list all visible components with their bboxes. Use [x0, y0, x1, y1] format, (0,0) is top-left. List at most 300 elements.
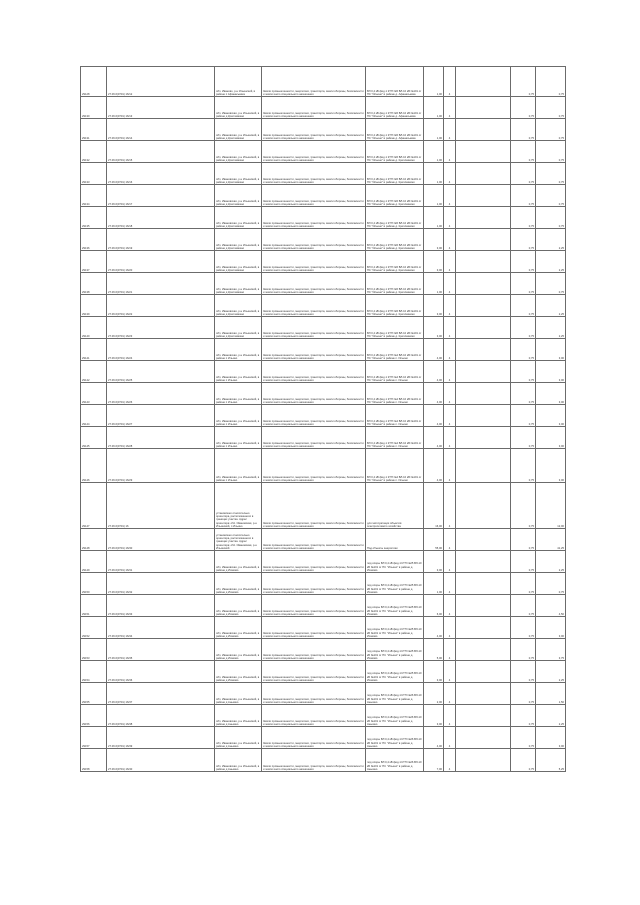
cell-id: 29143 [81, 383, 107, 405]
cell-amount: 1,50 [536, 683, 566, 705]
cell-rate: 0,75 [511, 339, 536, 361]
cell-blank [456, 67, 511, 97]
cell-class: 4 [444, 483, 456, 529]
cell-amount: 2,25 [536, 229, 566, 251]
table-row [81, 273, 566, 295]
table-row [81, 595, 566, 617]
cell-amount: 3,00 [536, 339, 566, 361]
cell-area: 5,00 [424, 639, 444, 661]
cell-land-category: Земли промышленности, энергетики, транспорта, земли обороны, безопасности и земли иного специального назначения [262, 749, 366, 772]
cell-address: обл. Ивановская, р-н Ильинский, в районе д Исаково [215, 617, 262, 639]
cell-purpose: под опоры ВЛ 0,4 кВ фид.1 КТП №25 ВЛ-10 кВ №101 от ПС "Ильино" в районе д. Исаково [366, 661, 424, 683]
cell-blank [456, 705, 511, 727]
cell-id: 29152 [81, 617, 107, 639]
cell-blank [456, 229, 511, 251]
cell-blank [456, 273, 511, 295]
cell-amount: 2,25 [536, 317, 566, 339]
cell-area: 4,00 [424, 427, 444, 449]
cell-id: 29144 [81, 405, 107, 427]
cell-purpose: под опоры ВЛ 0,4 кВ фид.1 КТП №26 ВЛ-10 кВ №101 от ПС "Ильино" в районе д. Анькино [366, 749, 424, 772]
cell-rate: 0,75 [511, 427, 536, 449]
cell-rate: 0,75 [511, 273, 536, 295]
table-row [81, 483, 566, 529]
table-row [81, 551, 566, 573]
cell-purpose: ВЛ 0,4 кВ фид.1 КТП №5 ВЛ-10 кВ №101 от ПС "Ильино" в районе д. Креплевкино [366, 207, 424, 229]
cell-purpose: ВЛ 0,4 кВ фид.1 КТП №4 ВЛ-10 кВ №101 от ПС "Ильино" в районе п. Ильино [366, 449, 424, 483]
cell-purpose: ВЛ 0,4 кВ фид.1 КТП №5 ВЛ-10 кВ №101 от ПС "Ильино" в районе д. Афанасьевка [366, 67, 424, 97]
cell-blank [456, 727, 511, 749]
cell-rate: 0,75 [511, 483, 536, 529]
cell-purpose: ВЛ 0,4 кВ фид.1 КТП №4 ВЛ-10 кВ №101 от ПС "Ильино" в районе п. Ильино [366, 339, 424, 361]
cell-land-category: Земли промышленности, энергетики, транспорта, земли обороны, безопасности и земли иного специального назначения [262, 683, 366, 705]
cell-purpose: под опоры ВЛ 0,4 кВ фид.1 КТП №25 ВЛ-10 кВ №101 от ПС "Ильино" в районе д. Исаково [366, 551, 424, 573]
cell-area: 4,00 [424, 617, 444, 639]
cell-amount: 12,00 [536, 483, 566, 529]
cell-id: 29137 [81, 251, 107, 273]
cell-blank [456, 617, 511, 639]
cell-class: 4 [444, 529, 456, 551]
cell-rate: 0,75 [511, 163, 536, 185]
cell-class: 4 [444, 317, 456, 339]
cell-id: 29145 [81, 427, 107, 449]
cell-blank [456, 141, 511, 163]
table-row [81, 229, 566, 251]
cell-purpose: ВЛ 0,4 кВ фид.1 КТП №5 ВЛ-10 кВ №101 от ПС "Ильино" в районе д. Креплевкино [366, 317, 424, 339]
cell-cadastral-number: 27.06.6(0701) 16/31 [107, 551, 215, 573]
cell-area: 1,00 [424, 97, 444, 119]
cell-id: 29153 [81, 639, 107, 661]
cell-amount: 5,25 [536, 749, 566, 772]
cell-class: 4 [444, 273, 456, 295]
cell-blank [456, 185, 511, 207]
cell-cadastral-number: 27.06.6(0701) 16/25 [107, 361, 215, 383]
cell-id: 29141 [81, 339, 107, 361]
cell-id: 29135 [81, 207, 107, 229]
cell-area: 7,00 [424, 749, 444, 772]
cell-amount: 0,75 [536, 141, 566, 163]
cell-rate: 0,75 [511, 361, 536, 383]
cell-class: 4 [444, 639, 456, 661]
cell-id: 29132 [81, 141, 107, 163]
cell-area: 3,00 [424, 317, 444, 339]
cell-rate: 0,75 [511, 405, 536, 427]
cell-id: 29155 [81, 683, 107, 705]
cell-rate: 0,75 [511, 141, 536, 163]
cell-cadastral-number: 27.06.6(0701) 16/16 [107, 163, 215, 185]
table-row [81, 97, 566, 119]
cell-area: 3,00 [424, 295, 444, 317]
cell-address: обл. Ивановская, р-н Ильинский, в районе д Креплевкино [215, 207, 262, 229]
table-row [81, 163, 566, 185]
cell-address: обл. Ивановская, р-н Ильинский, в районе д Анькино [215, 727, 262, 749]
cell-id: 29133 [81, 163, 107, 185]
cell-class: 4 [444, 405, 456, 427]
cell-area: 1,00 [424, 185, 444, 207]
cell-class: 4 [444, 705, 456, 727]
cell-class: 4 [444, 339, 456, 361]
cell-purpose: ВЛ 0,4 кВ фид.1 КТП №4 ВЛ-10 кВ №101 от ПС "Ильино" в районе п. Ильино [366, 405, 424, 427]
cell-address: обл. Ивановская, р-н Ильинский, в районе д Креплевкино [215, 229, 262, 251]
cell-address: обл. Ивановская, р-н Ильинский, в районе п Ильино [215, 383, 262, 405]
cell-area: 3,00 [424, 705, 444, 727]
cell-rate: 0,75 [511, 295, 536, 317]
cell-address: обл. Ивановская, р-н Ильинский, в районе д Креплевкино [215, 141, 262, 163]
cell-cadastral-number: 27.06.6(0701) 16/22 [107, 295, 215, 317]
table-row [81, 639, 566, 661]
cell-rate: 0,75 [511, 207, 536, 229]
cell-land-category: Земли промышленности, энергетики, транспорта, земли обороны, безопасности и земли иного специального назначения [262, 573, 366, 595]
cell-class: 4 [444, 551, 456, 573]
cell-id: 29140 [81, 317, 107, 339]
cell-class: 4 [444, 595, 456, 617]
cell-purpose: под опоры ВЛ 0,4 кВ фид.1 КТП №26 ВЛ-10 кВ №101 от ПС "Ильино" в районе д. Анькино [366, 705, 424, 727]
cell-area: 6,00 [424, 595, 444, 617]
cell-blank [456, 449, 511, 483]
cell-area: 4,00 [424, 383, 444, 405]
cell-purpose: под опоры ВЛ 0,4 кВ фид.1 КТП №25 ВЛ-10 кВ №101 от ПС "Ильино" в районе д. Исаково [366, 639, 424, 661]
cell-rate: 0,75 [511, 573, 536, 595]
cell-land-category: Земли промышленности, энергетики, транспорта, земли обороны, безопасности и земли иного специального назначения [262, 97, 366, 119]
cell-land-category: Земли промышленности, энергетики, транспорта, земли обороны, безопасности и земли иного специального назначения [262, 661, 366, 683]
cell-class: 4 [444, 727, 456, 749]
cell-area: 16,00 [424, 483, 444, 529]
cell-area: 55,00 [424, 529, 444, 551]
cell-blank [456, 595, 511, 617]
cell-land-category: Земли промышленности, энергетики, транспорта, земли обороны, безопасности и земли иного специального назначения [262, 339, 366, 361]
cell-cadastral-number: 27.06.6(0701) 16/17 [107, 185, 215, 207]
cell-id: 29128 [81, 67, 107, 97]
cell-id: 29150 [81, 573, 107, 595]
cell-cadastral-number: 27.06.6(0701) 16/18 [107, 207, 215, 229]
cell-cadastral-number: 27.06.6(0701) 16/15 [107, 141, 215, 163]
cell-rate: 0,75 [511, 617, 536, 639]
cell-blank [456, 551, 511, 573]
cell-id: 29136 [81, 229, 107, 251]
table-row [81, 67, 566, 97]
cell-id: 29138 [81, 273, 107, 295]
cell-cadastral-number: 27.06.6(0701) 16/40 [107, 749, 215, 772]
cell-rate: 0,75 [511, 67, 536, 97]
cell-land-category: Земли промышленности, энергетики, транспорта, земли обороны, безопасности и земли иного специального назначения [262, 639, 366, 661]
cell-land-category: Земли промышленности, энергетики, транспорта, земли обороны, безопасности и земли иного специального назначения [262, 449, 366, 483]
cell-address: обл. Ивановская, р-н Ильинский, в районе д Исаково [215, 639, 262, 661]
cell-cadastral-number: 27.06.6(0701) 16/36 [107, 661, 215, 683]
cell-class: 4 [444, 383, 456, 405]
cell-land-category: Земли промышленности, энергетики, транспорта, земли обороны, безопасности и земли иного специального назначения [262, 595, 366, 617]
table-row [81, 405, 566, 427]
cell-id: 29157 [81, 727, 107, 749]
cell-cadastral-number: 27.06.6(0701) 16/19 [107, 229, 215, 251]
cell-class: 4 [444, 97, 456, 119]
cell-class: 4 [444, 683, 456, 705]
cell-rate: 0,75 [511, 251, 536, 273]
cell-class: 4 [444, 251, 456, 273]
cell-cadastral-number: 27.06.6(0701) 16/26 [107, 383, 215, 405]
cell-amount: 3,00 [536, 617, 566, 639]
cell-amount: 0,75 [536, 185, 566, 207]
cell-rate: 0,75 [511, 119, 536, 141]
cell-rate: 0,75 [511, 595, 536, 617]
cell-amount: 2,25 [536, 705, 566, 727]
cell-blank [456, 427, 511, 449]
cell-area: 3,00 [424, 661, 444, 683]
cell-area: 3,00 [424, 251, 444, 273]
cell-cadastral-number: 27.06.6(0701) 16/29 [107, 449, 215, 483]
cell-class: 4 [444, 449, 456, 483]
cell-rate: 0,75 [511, 551, 536, 573]
cell-blank [456, 483, 511, 529]
cell-rate: 0,75 [511, 97, 536, 119]
cell-class: 4 [444, 295, 456, 317]
cell-blank [456, 97, 511, 119]
cell-cadastral-number: 27.06.6(0701) 16/12 [107, 67, 215, 97]
cell-class: 4 [444, 163, 456, 185]
cell-area: 4,00 [424, 727, 444, 749]
cell-land-category: Земли промышленности, энергетики, транспорта, земли обороны, безопасности и земли иного специального назначения [262, 273, 366, 295]
cell-cadastral-number: 27.06.6(0701) 16/14 [107, 119, 215, 141]
cell-cadastral-number: 27.06.6(0701) 16/24 [107, 339, 215, 361]
cell-amount: 2,25 [536, 251, 566, 273]
cell-id: 29131 [81, 119, 107, 141]
table-row [81, 317, 566, 339]
cell-area: 1,00 [424, 207, 444, 229]
cell-cadastral-number: 27.06.6(0701) 16/39 [107, 727, 215, 749]
cell-cadastral-number: 27.06.6(0701) 16/37 [107, 683, 215, 705]
cell-address: обл. Ивановская, р-н Ильинский, в районе п Ильино [215, 449, 262, 483]
cell-class: 4 [444, 185, 456, 207]
cell-class: 4 [444, 207, 456, 229]
cell-purpose: ВЛ 0,4 кВ фид.1 КТП №4 ВЛ-10 кВ №101 от ПС "Ильино" в районе п. Ильино [366, 361, 424, 383]
cell-area: 1,00 [424, 67, 444, 97]
cell-blank [456, 361, 511, 383]
cell-land-category: Земли промышленности, энергетики, транспорта, земли обороны, безопасности и земли иного специального назначения [262, 251, 366, 273]
table-row [81, 529, 566, 551]
cell-id: 29158 [81, 749, 107, 772]
cell-land-category: Земли промышленности, энергетики, транспорта, земли обороны, безопасности и земли иного специального назначения [262, 551, 366, 573]
cell-purpose: ВЛ 0,4 кВ фид.1 КТП №5 ВЛ-10 кВ №101 от ПС "Ильино" в районе д. Креплевкино [366, 251, 424, 273]
cell-cadastral-number: 27.06.6(0701) 16 [107, 483, 215, 529]
cell-rate: 0,75 [511, 705, 536, 727]
cell-purpose: ВЛ 0,4 кВ фид.1 КТП №5 ВЛ-10 кВ №101 от ПС "Ильино" в районе д. Креплевкино [366, 273, 424, 295]
cell-amount: 3,00 [536, 361, 566, 383]
cell-blank [456, 683, 511, 705]
cell-amount: 0,75 [536, 573, 566, 595]
cell-address: обл. Ивановская, р-н Ильинский, в районе д Анькино [215, 749, 262, 772]
cell-area: 4,00 [424, 449, 444, 483]
cell-purpose: ВЛ 0,4 кВ фид.1 КТП №5 ВЛ-10 кВ №101 от ПС "Ильино" в районе д. Афанасьевка [366, 97, 424, 119]
table-row [81, 727, 566, 749]
cell-cadastral-number: 27.06.6(0701) 16/35 [107, 639, 215, 661]
cell-id: 29142 [81, 361, 107, 383]
table-row [81, 683, 566, 705]
cell-land-category: Земли промышленности, энергетики, транспорта, земли обороны, безопасности и земли иного специального назначения [262, 427, 366, 449]
cell-blank [456, 163, 511, 185]
cell-cadastral-number: 27.06.6(0701) 16/32 [107, 573, 215, 595]
cell-amount: 3,00 [536, 449, 566, 483]
cell-area: 1,00 [424, 163, 444, 185]
cell-id: 29146 [81, 449, 107, 483]
cell-amount: 0,75 [536, 97, 566, 119]
cell-amount: 3,00 [536, 427, 566, 449]
cell-area: 1,00 [424, 273, 444, 295]
cell-land-category: Земли промышленности, энергетики, транспорта, земли обороны, безопасности и земли иного специального назначения [262, 483, 366, 529]
cell-blank [456, 339, 511, 361]
cell-land-category: Земли промышленности, энергетики, транспорта, земли обороны, безопасности и земли иного специального назначения [262, 617, 366, 639]
cell-blank [456, 207, 511, 229]
cell-rate: 0,75 [511, 185, 536, 207]
cell-cadastral-number: 27.06.6(0701) 16/34 [107, 617, 215, 639]
cell-id: 29156 [81, 705, 107, 727]
cell-purpose: под опоры ВЛ 0,4 кВ фид.1 КТП №25 ВЛ-10 кВ №101 от ПС "Ильино" в районе д. Исаково [366, 595, 424, 617]
cell-blank [456, 317, 511, 339]
cell-address: обл. Ивановская, р-н Ильинский, в районе п Ильино [215, 339, 262, 361]
cell-land-category: Земли промышленности, энергетики, транспорта, земли обороны, безопасности и земли иного специального назначения [262, 163, 366, 185]
cell-id: 29147 [81, 483, 107, 529]
cell-amount: 3,00 [536, 383, 566, 405]
cell-address: обл. Иваново, р-н Ильинский, в районе п Афанасьевка [215, 67, 262, 97]
cell-blank [456, 405, 511, 427]
cell-class: 4 [444, 361, 456, 383]
cell-id: 29130 [81, 97, 107, 119]
cell-id: 29139 [81, 295, 107, 317]
cell-address: установлено относительно ориентира, расположенного в границах участка. Адрес ориентира: обл. Ивановская, р-н Ильинский [215, 529, 262, 551]
cell-land-category: Земли промышленности, энергетики, транспорта, земли обороны, безопасности и земли иного специального назначения [262, 119, 366, 141]
cell-cadastral-number: 27.06.6(0701) 16/28 [107, 427, 215, 449]
cell-id: 29154 [81, 661, 107, 683]
cell-address: обл. Ивановская, р-н Ильинский, в районе п Ильино [215, 361, 262, 383]
cell-land-category: Земли промышленности, энергетики, транспорта, земли обороны, безопасности и земли иного специального назначения [262, 207, 366, 229]
cell-class: 4 [444, 119, 456, 141]
cell-rate: 0,75 [511, 727, 536, 749]
cell-rate: 0,75 [511, 749, 536, 772]
cell-rate: 0,75 [511, 639, 536, 661]
cell-address: обл. Ивановская, р-н Ильинский, в районе п Ильино [215, 427, 262, 449]
cell-purpose: ВЛ 0,4 кВ фид.1 КТП №5 ВЛ-10 кВ №101 от ПС "Ильино" в районе д. Креплевкино [366, 163, 424, 185]
cell-address: обл. Ивановская, р-н Ильинский, в районе д Креплевкино [215, 273, 262, 295]
table-row [81, 383, 566, 405]
cell-area: 3,00 [424, 229, 444, 251]
cell-land-category: Земли промышленности, энергетики, транспорта, земли обороны, безопасности и земли иного специального назначения [262, 295, 366, 317]
table-row [81, 339, 566, 361]
cell-id: 29134 [81, 185, 107, 207]
cell-address: обл. Ивановская, р-н Ильинский, в районе д Креплевкино [215, 317, 262, 339]
cell-land-category: Земли промышленности, энергетики, транспорта, земли обороны, безопасности и земли иного специального назначения [262, 727, 366, 749]
cell-blank [456, 639, 511, 661]
cell-purpose: ВЛ 0,4 кВ фид.1 КТП №5 ВЛ-10 кВ №101 от ПС "Ильино" в районе д. Креплевкино [366, 229, 424, 251]
cell-rate: 0,75 [511, 529, 536, 551]
cell-class: 4 [444, 67, 456, 97]
cell-area: 1,00 [424, 119, 444, 141]
cell-purpose: ВЛ 0,4 кВ фид.1 КТП №5 ВЛ-10 кВ №101 от ПС "Ильино" в районе д. Креплевкино [366, 141, 424, 163]
cell-blank [456, 661, 511, 683]
cell-address: установлено относительно ориентира, расположенного в границах участка. Адрес ориентира: обл. Ивановская, р-н Ильинский, п Ильино [215, 483, 262, 529]
cell-purpose: ВЛ 0,4 кВ фид.1 КТП №5 ВЛ-10 кВ №101 от ПС "Ильино" в районе д. Афанасьевка [366, 119, 424, 141]
cell-cadastral-number: 27.06.6(0701) 16/33 [107, 595, 215, 617]
cell-area: 1,00 [424, 141, 444, 163]
cell-blank [456, 573, 511, 595]
cell-address: обл. Ивановская, р-н Ильинский, в районе д Анькино [215, 683, 262, 705]
cell-amount: 41,25 [536, 529, 566, 551]
cell-land-category: Земли промышленности, энергетики, транспорта, земли обороны, безопасности и земли иного специального назначения [262, 141, 366, 163]
cell-rate: 0,75 [511, 383, 536, 405]
table-row [81, 295, 566, 317]
cell-id: 29149 [81, 551, 107, 573]
cell-class: 4 [444, 573, 456, 595]
cell-blank [456, 251, 511, 273]
cell-cadastral-number: 27.06.6(0701) 16/21 [107, 273, 215, 295]
cell-blank [456, 529, 511, 551]
land-plots-table [80, 66, 566, 772]
cell-address: обл. Ивановская, р-н Ильинский, в районе д Креплевкино [215, 251, 262, 273]
cell-amount: 4,50 [536, 595, 566, 617]
cell-amount: 0,75 [536, 163, 566, 185]
cell-rate: 0,75 [511, 683, 536, 705]
cell-land-category: Земли промышленности, энергетики, транспорта, земли обороны, безопасности и земли иного специального назначения [262, 185, 366, 207]
cell-land-category: Земли промышленности, энергетики, транспорта, земли обороны, безопасности и земли иного специального назначения [262, 705, 366, 727]
table-row [81, 251, 566, 273]
cell-area: 4,00 [424, 361, 444, 383]
cell-address: обл. Ивановская, р-н Ильинский, в районе д Креплевкино [215, 119, 262, 141]
cell-rate: 0,75 [511, 661, 536, 683]
table-row [81, 749, 566, 772]
cell-cadastral-number: 27.06.6(0701) 16/23 [107, 317, 215, 339]
cell-amount: 0,75 [536, 207, 566, 229]
cell-cadastral-number: 27.06.6(0701) 16/38 [107, 705, 215, 727]
cell-blank [456, 119, 511, 141]
cell-area: 3,00 [424, 551, 444, 573]
table-row [81, 119, 566, 141]
cell-id: 29148 [81, 529, 107, 551]
cell-class: 4 [444, 661, 456, 683]
cell-address: обл. Ивановская, р-н Ильинский, в районе д Креплевкино [215, 185, 262, 207]
cell-rate: 0,75 [511, 229, 536, 251]
cell-area: 4,00 [424, 339, 444, 361]
cell-address: обл. Ивановская, р-н Ильинский, в районе д Креплевкино [215, 295, 262, 317]
cell-class: 4 [444, 141, 456, 163]
cell-address: обл. Ивановская, р-н Ильинский, в районе д Анькино [215, 705, 262, 727]
cell-address: обл. Ивановская, р-н Ильинский, в районе д Креплевкино [215, 163, 262, 185]
cell-purpose: под опоры ВЛ 0,4 кВ фид.1 КТП №25 ВЛ-10 кВ №101 от ПС "Ильино" в районе д. Исаково [366, 617, 424, 639]
cell-area: 1,00 [424, 573, 444, 595]
cell-purpose: ВЛ 0,4 кВ фид.1 КТП №4 ВЛ-10 кВ №101 от ПС "Ильино" в районе п. Ильино [366, 427, 424, 449]
table-row [81, 705, 566, 727]
cell-cadastral-number: 27.06.6(0701) 16/20 [107, 251, 215, 273]
table-row [81, 449, 566, 483]
cell-purpose: под опоры ВЛ 0,4 кВ фид.1 КТП №25 ВЛ-10 кВ №101 от ПС "Ильино" в районе д. Исаково [366, 573, 424, 595]
cell-amount: 0,75 [536, 273, 566, 295]
cell-land-category: Земли промышленности, энергетики, транспорта, земли обороны, безопасности и земли иного специального назначения [262, 361, 366, 383]
cell-amount: 0,75 [536, 67, 566, 97]
cell-address: обл. Ивановская, р-н Ильинский, в районе п Ильино [215, 405, 262, 427]
cell-cadastral-number: 27.06.6(0701) 16/13 [107, 97, 215, 119]
cell-land-category: Земли промышленности, энергетики, транспорта, земли обороны, безопасности и земли иного специального назначения [262, 529, 366, 551]
cell-class: 4 [444, 749, 456, 772]
cell-blank [456, 383, 511, 405]
table-row [81, 661, 566, 683]
cell-cadastral-number: 27.06.6(0701) 16/27 [107, 405, 215, 427]
cell-area: 2,00 [424, 683, 444, 705]
cell-address: обл. Ивановская, р-н Ильинский, в районе д Исаково [215, 661, 262, 683]
table-row [81, 617, 566, 639]
cell-address: обл. Ивановская, р-н Ильинский, в районе д Исаково [215, 551, 262, 573]
cell-purpose: Под объекты энергетики [366, 529, 424, 551]
table-row [81, 141, 566, 163]
cell-address: обл. Ивановская, р-н Ильинский, в районе д Исаково [215, 573, 262, 595]
cell-area: 4,00 [424, 405, 444, 427]
cell-rate: 0,75 [511, 449, 536, 483]
table-row [81, 185, 566, 207]
table-row [81, 427, 566, 449]
